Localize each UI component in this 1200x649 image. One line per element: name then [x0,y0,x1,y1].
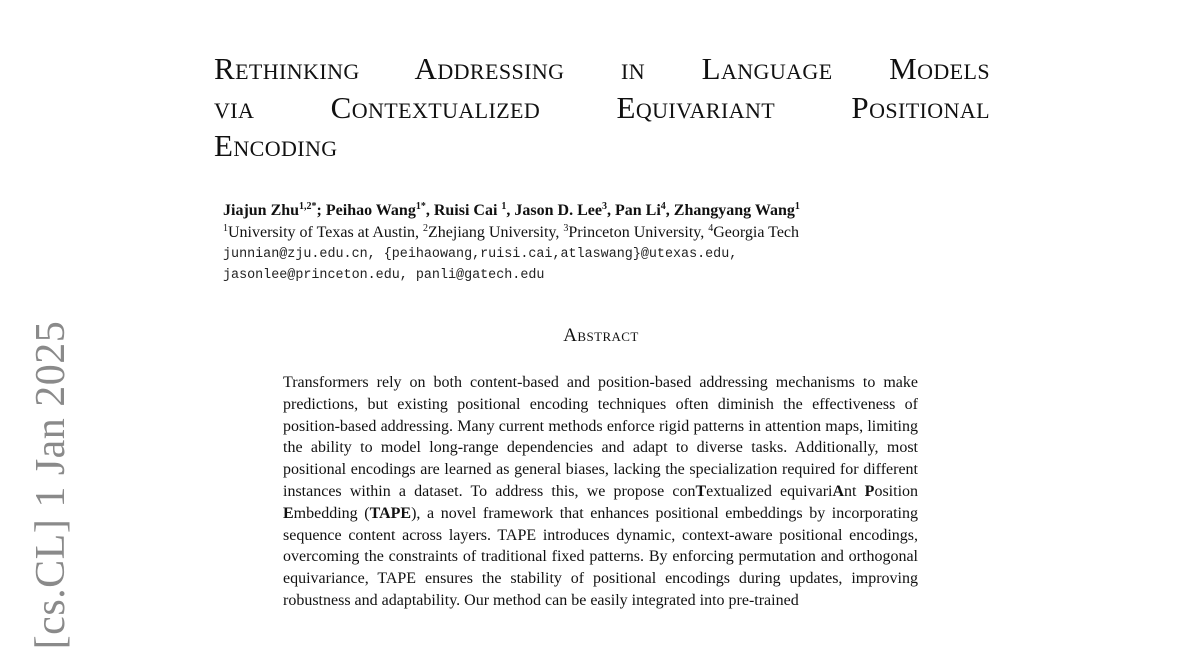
abstract-text: osition [874,482,919,500]
author-mark-sup: * [311,201,317,212]
arxiv-sidebar-stamp [26,320,76,649]
abstract-bold-text: T [695,482,707,500]
affil-sup: 4 [708,223,714,234]
author-emails [223,244,1003,286]
email-line-1: junnian@zju.edu.cn, {peihaowang,ruisi.cai,atlaswang}@utexas.edu, [223,247,738,262]
affil-sup: 3 [563,223,569,234]
author-affil-sup: 1* [415,201,426,212]
email-line-2: jasonlee@princeton.edu, panli@gatech.edu [223,268,545,283]
abstract-text: nt [844,482,865,500]
author-name: Ruisi Cai [433,202,502,219]
author-block [223,200,1003,286]
affiliation-name: Princeton University [568,224,701,241]
author-name: Jiajun Zhu [223,202,300,219]
abstract-text: mbedding ( [293,504,370,522]
affiliation-name: University of Texas at Austin [228,224,416,241]
affiliation-name: Georgia Tech [713,224,800,241]
abstract-paragraph [283,372,918,612]
affiliations: $^1$University of Texas at Austin, $^2$Zhejiang University, $^3$Princeton University, $^4$Georgia Tech [223,223,800,241]
abstract-body [283,372,918,612]
arxiv-identifier-text: [cs.CL] 1 Jan 2025 [28,320,74,649]
abstract-bold-text: E [283,504,294,522]
author-name: Peihao Wang [325,202,416,219]
author-affil-sup: 1,2 [299,201,312,212]
affil-sup: 2 [423,223,429,234]
author-affil-sup: 1 [794,201,800,212]
author-name: Jason D. Lee [514,202,602,219]
abstract-text: Transformers rely on both content-based and position-based addressing mechanisms to make predictions, but existing positional encoding techniques often diminish the effectiveness of position-based addressing. Many current methods enforce rigid patterns in attention maps, limiting the ability to model long-range dependencies and adapt to diverse tasks. Additionally, most positional encodings are learned as general biases, lacking the specialization required for different instances within a dataset. To address this, we propose con [283,374,918,500]
abstract-heading-text: Abstract [563,325,639,346]
paper-title [214,50,990,166]
title-line-3: Encoding [214,128,338,163]
abstract-text: extualized equivari [706,482,833,500]
author-name: Zhangyang Wang [673,202,795,219]
affiliation-name: Zhejiang University [428,224,556,241]
author-affil-sup: 1 [501,201,507,212]
author-affil-sup: 3 [601,201,607,212]
abstract-text: ), a novel framework that enhances positional embeddings by incorporating sequence content across layers. TAPE introduces dynamic, context-aware positional encodings, overcoming the constraints of traditional fixed patterns. By enforcing permutation and orthogonal equivariance, TAPE ensures the stability of positional encodings during updates, improving robustness and adaptability. Our method can be easily integrated into pre-trained [283,504,918,609]
abstract-bold-text: A [832,482,845,500]
title-line-1: Rethinking Addressing in Language Models [214,51,990,86]
author-affil-sup: 4 [660,201,666,212]
abstract-heading [0,325,1200,347]
title-line-2: via Contextualized Equivariant Positional [214,89,990,125]
author-name: Pan Li [614,202,661,219]
abstract-bold-text: TAPE [369,504,412,522]
author-names: Jiajun Zhu$^{1,2*}$; Peihao Wang$^{1*}$, Ruisi Cai $^1$, Jason D. Lee$^3$, Pan Li$^4$, Zhangyang Wang$^1$ [223,201,800,219]
abstract-bold-text: P [864,482,875,500]
affil-sup: 1 [223,223,228,234]
